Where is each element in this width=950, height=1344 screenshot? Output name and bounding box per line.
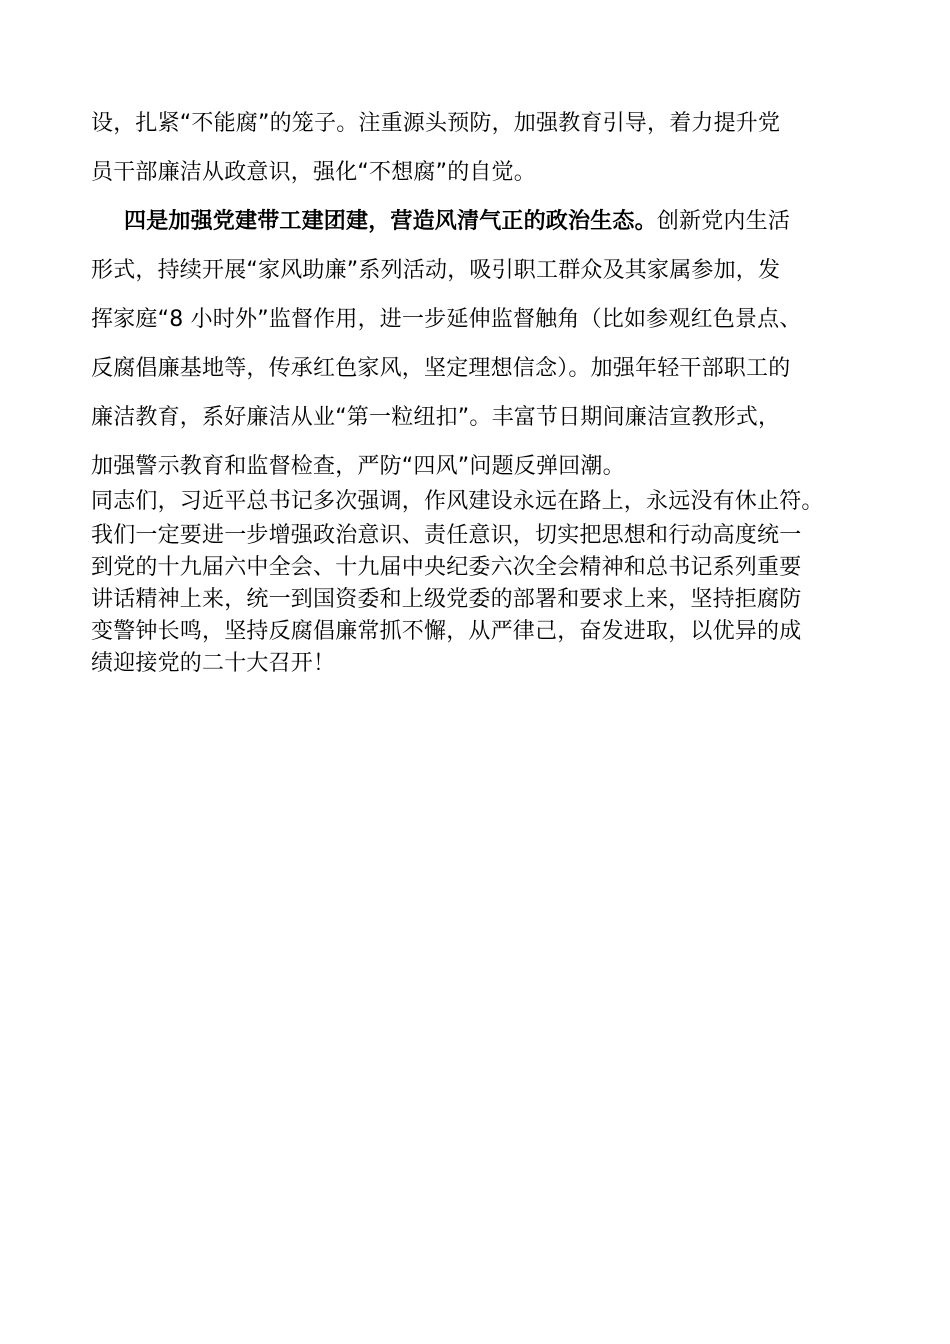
paragraph-1-line-2: 员干部廉洁从政意识，强化“不想腐”的自觉。	[91, 160, 536, 185]
paragraph-2-line-1	[124, 209, 871, 235]
paragraph-3-line-6: 绩迎接党的二十大召开！	[91, 651, 336, 676]
paragraph-3-line-1: 同志们，习近平总书记多次强调，作风建设永远在路上，永远没有休止符。	[91, 489, 824, 514]
paragraph-1-line-1: 设，扎紧“不能腐”的笼子。注重源头预防，加强教育引导，着力提升党	[91, 111, 781, 136]
paragraph-2-line-5: 廉洁教育，系好廉洁从业“第一粒纽扣”。丰富节日期间廉洁宣教形式，	[91, 405, 781, 430]
paragraph-2-heading: 四是加强党建带工建团建，营造风清气正的政治生态。	[124, 209, 657, 234]
paragraph-2-line-4: 反腐倡廉基地等，传承红色家风，坚定理想信念）。加强年轻干部职工的	[91, 356, 791, 381]
paragraph-2-line-1-text: 创新党内生活	[656, 209, 791, 234]
paragraph-3-line-2: 我们一定要进一步增强政治意识、责任意识，切实把思想和行动高度统一	[91, 523, 802, 548]
paragraph-2-line-6: 加强警示教育和监督检查，严防“四风”问题反弹回潮。	[91, 454, 625, 479]
paragraph-3-line-5: 变警钟长鸣，坚持反腐倡廉常抓不懈，从严律己，奋发进取，以优异的成	[91, 619, 802, 644]
paragraph-2-line-3: 挥家庭“8 小时外”监督作用，进一步延伸监督触角（比如参观红色景点、	[91, 307, 802, 332]
paragraph-3-line-4: 讲话精神上来，统一到国资委和上级党委的部署和要求上来，坚持拒腐防	[91, 587, 802, 612]
paragraph-3-line-3: 到党的十九届六中全会、十九届中央纪委六次全会精神和总书记系列重要	[91, 555, 802, 580]
paragraph-2-line-2: 形式，持续开展“家风助廉”系列活动，吸引职工群众及其家属参加，发	[91, 258, 781, 283]
